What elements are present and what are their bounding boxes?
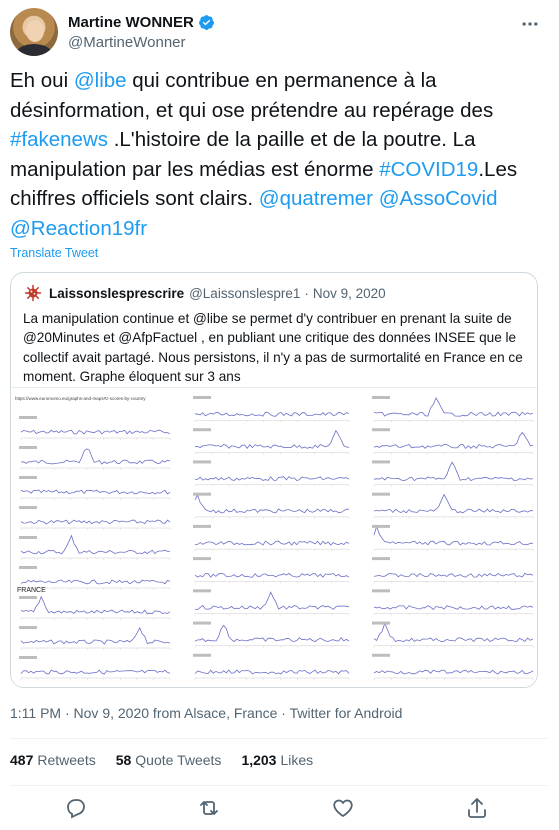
translate-tweet-link[interactable]: Translate Tweet (10, 246, 99, 260)
reply-icon[interactable] (64, 796, 88, 820)
likes-stat[interactable]: 1,203 Likes (241, 752, 314, 768)
avatar[interactable] (10, 8, 58, 56)
tweet-timestamp[interactable]: 1:11 PM · Nov 9, 2020 from Alsace, France · Twitter for Android (10, 705, 403, 721)
quoted-tweet-header (23, 283, 386, 303)
virus-icon (24, 284, 42, 302)
tweet-text (10, 66, 548, 244)
quote-tweets-stat[interactable]: 58 Quote Tweets (115, 752, 222, 768)
mention-link[interactable]: @quatremer (258, 187, 374, 211)
quoted-author-name[interactable]: Laissonslesprescrire (49, 285, 185, 301)
euromomo-graph-grid (11, 388, 537, 688)
quoted-tweet-text: La manipulation continue et @libe se permet d'y contribuer en prenant la suite de @20Minutes et @AfpFactuel , en publiant une critique des données INSEE que le collectif avait partagé. Nous persistons, il n'y a pas de surmortalité en France en ce moment. Graphe éloquent sur 3 ans (23, 311, 523, 384)
chart-source-url: https://www.euromomo.eu/graphs-and-maps#z-scores-by-country (15, 396, 146, 401)
divider (10, 785, 548, 786)
like-icon[interactable] (331, 796, 355, 820)
separator-dot: · (304, 285, 309, 301)
divider (10, 738, 548, 739)
tweet-text-segment: .L'histoire de la paille et de la poutre. La manipulation par les médias est énorme (10, 128, 476, 181)
share-icon[interactable] (465, 796, 489, 820)
verified-badge-icon (198, 14, 215, 31)
quoted-image[interactable] (11, 387, 537, 688)
quoted-tweet[interactable] (10, 272, 538, 688)
hashtag-link[interactable]: #fakenews (10, 128, 109, 152)
tweet-text-segment: .Les chiffres officiels sont clairs. (10, 157, 518, 211)
mention-link[interactable]: @libe (73, 69, 127, 92)
author-name[interactable]: Martine WONNER (68, 14, 194, 31)
hashtag-link[interactable]: #COVID19 (379, 157, 479, 181)
tweet-text-segment: qui contribue en permanence à la désinformation, et qui ose prétendre au repérage des (10, 69, 494, 122)
tweet-text-segment: Eh oui (10, 69, 74, 92)
quoted-avatar[interactable] (23, 283, 43, 303)
retweet-icon[interactable] (197, 796, 221, 820)
author-name-row (68, 14, 215, 31)
quoted-author-handle[interactable]: @Laissonslespre1 (189, 285, 301, 301)
mention-link[interactable]: @Reaction19fr (10, 216, 148, 240)
mention-link[interactable]: @AssoCovid (378, 187, 498, 211)
author-handle[interactable]: @MartineWonner (68, 34, 186, 51)
more-options-icon[interactable] (520, 14, 540, 34)
tweet-stats (10, 752, 333, 768)
action-bar (0, 792, 559, 824)
france-label: FRANCE (17, 587, 46, 594)
tweet-header (10, 8, 550, 58)
quoted-date[interactable]: Nov 9, 2020 (312, 285, 386, 301)
retweets-stat[interactable]: 487 Retweets (10, 752, 96, 768)
